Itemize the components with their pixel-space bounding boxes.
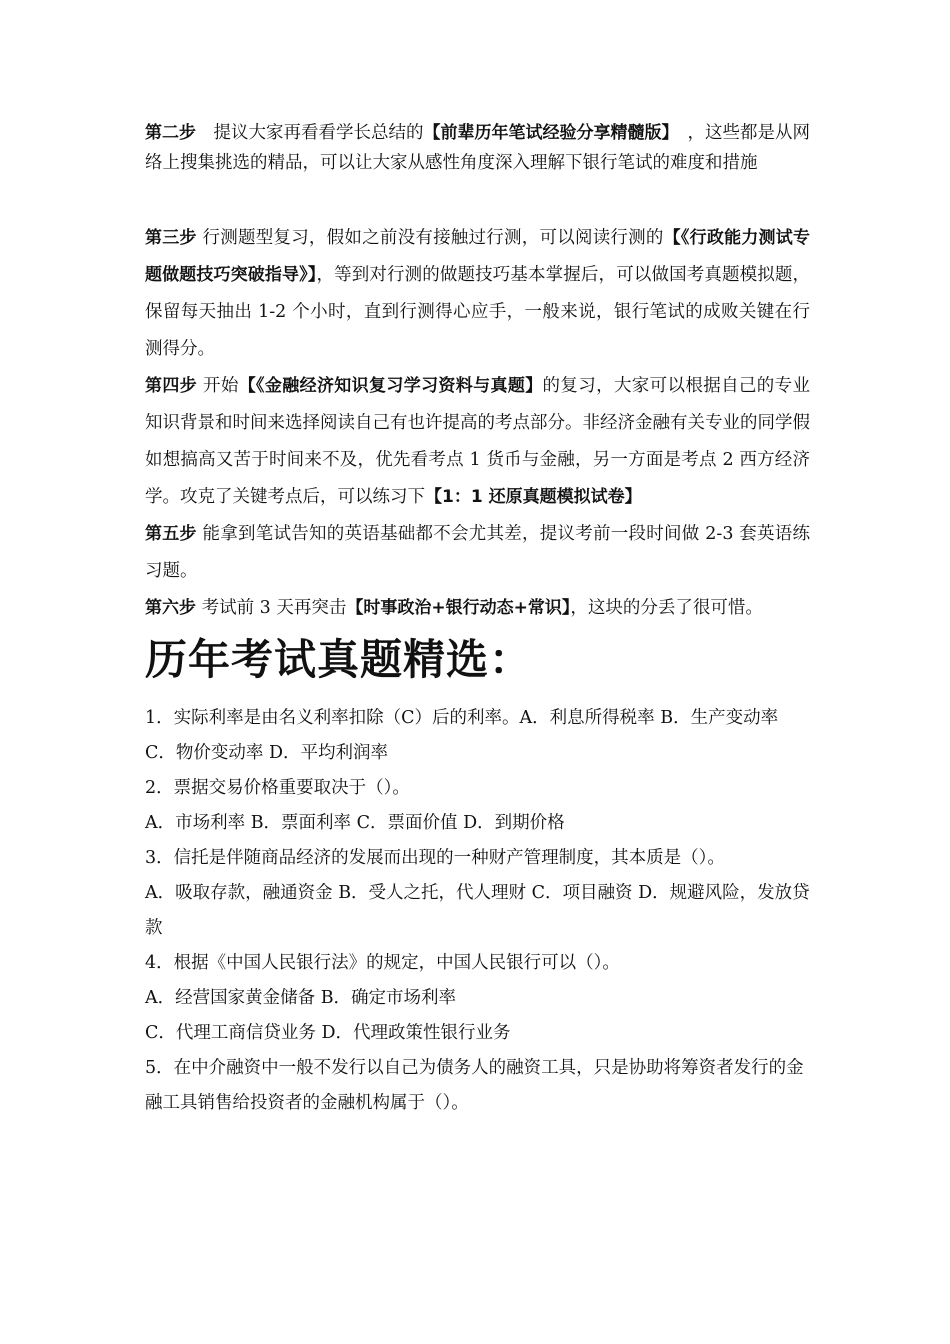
step-text: 行测题型复习，假如之前没有接触过行测，可以阅读行测的 [196,228,664,248]
step-label: 第六步 [145,598,196,618]
question-line: A．市场利率 B．票面利率 C．票面价值 D．到期价格 [145,813,565,833]
step-bold-title: 【1：1 还原真题模拟试卷】 [425,487,642,507]
question-line: A．经营国家黄金储备 B．确定市场利率 [145,988,457,1008]
question-line: 4．根据《中国人民银行法》的规定，中国人民银行可以（）。 [145,953,620,973]
step-2-paragraph [145,118,810,178]
question-line: 2．票据交易价格重要取决于（）。 [145,778,410,798]
question-line: A．吸取存款，融通资金 B．受人之托，代人理财 C．项目融资 D．规避风险，发放贷款 [145,883,810,938]
step-bold-title: 【《金融经济知识复习学习资料与真题】 [238,376,543,396]
question-line: 1．实际利率是由名义利率扣除（C）后的利率。A．利息所得税率 B．生产变动率 C．物价变动率 D．平均利润率 [145,708,779,763]
step-text: ，这块的分丢了很可惜。 [570,598,763,618]
step-text: 考试前 3 天再突击 [196,598,347,618]
step-text: ，这些都是从网络上搜集挑选的精品，可以让大家从感性角度深入理解下银行笔试的难度和措施 [145,123,810,173]
step-label: 第三步 [145,228,197,248]
step-5-paragraph [145,516,810,590]
section-heading: 历年考试真题精选： [145,635,533,684]
step-text: 的复习，大家可以根据自己的专业知识背景和时间来选择阅读自己有也许提高的考点部分。非经济金融有关专业的同学假如想搞高又苦于时间来不及，优先看考点 1 货币与金融，另一方面是考点 2 西方经济学。攻克了关键考点后，可以练习下 [145,376,810,507]
step-bold-title: 【时事政治+银行动态+常识】 [346,598,571,618]
step-text: 能拿到笔试告知的英语基础都不会尤其差，提议考前一段时间做 2-3 套英语练习题。 [145,524,811,581]
step-4-paragraph [145,368,810,516]
step-3-paragraph [145,220,810,368]
step-label: 第四步 [145,376,198,396]
step-text: 提议大家再看看学长总结的 [196,123,424,143]
step-label: 第二步 [145,123,196,143]
step-bold-title: 【前辈历年笔试经验分享精髓版】 [423,123,670,143]
step-text: ，等到对行测的做题技巧基本掌握后，可以做国考真题模拟题，保留每天抽出 1-2 个小时，直到行测得心应手，一般来说，银行笔试的成败关键在行测得分。 [145,265,811,359]
question-line: 5．在中介融资中一般不发行以自己为债务人的融资工具，只是协助将筹资者发行的金融工具销售给投资者的金融机构属于（）。 [145,1058,804,1113]
step-bold-title: 【《行政能力测试专题做题技巧突破指导》】 [145,228,811,285]
question-line: C．代理工商信贷业务 D．代理政策性银行业务 [145,1023,511,1043]
step-text: 开始 [197,376,239,396]
spacer [145,178,810,220]
document-page [145,118,810,1121]
question-line: 3．信托是伴随商品经济的发展而出现的一种财产管理制度，其本质是（）。 [145,848,725,868]
step-6-paragraph [145,590,810,627]
question-list [145,701,810,1121]
step-label: 第五步 [145,524,197,544]
